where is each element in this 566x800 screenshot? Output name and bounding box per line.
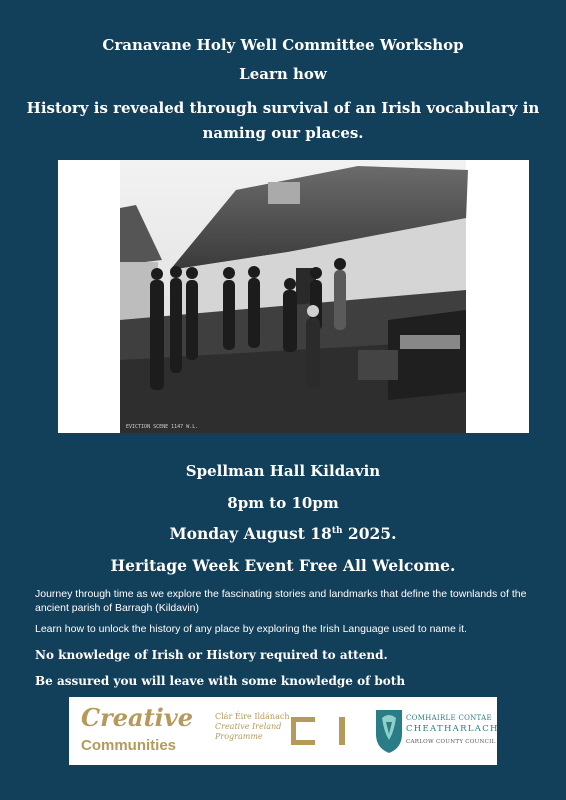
event-date-suffix: th <box>331 526 343 536</box>
ci-line1: Clár Éire Ildánach <box>215 712 290 721</box>
ccc-line2: CHEATHARLACH <box>406 724 499 734</box>
ccc-line3: CARLOW COUNTY COUNCIL <box>406 739 496 745</box>
creative-communities-logo-creative: Creative <box>81 703 193 732</box>
ccc-line1: COMHAIRLE CONTAE <box>406 714 492 722</box>
heritage-week-line: Heritage Week Event Free All Welcome. <box>110 556 456 575</box>
creative-ireland-text <box>215 712 295 742</box>
event-date <box>0 524 566 543</box>
event-time: 8pm to 10pm <box>227 494 339 512</box>
learn-paragraph: Learn how to unlock the history of any place by exploring the Irish Language used to name it. <box>35 623 467 635</box>
ci-line2: Creative Ireland <box>215 722 282 731</box>
workshop-title: Cranavane Holy Well Committee Workshop <box>102 36 464 54</box>
event-venue: Spellman Hall Kildavin <box>185 462 381 480</box>
assured-note: Be assured you will leave with some knowledge of both <box>35 674 406 688</box>
learn-how-heading: Learn how <box>239 65 327 83</box>
no-knowledge-note: No knowledge of Irish or History required to attend. <box>35 648 388 662</box>
intro-paragraph: Journey through time as we explore the fascinating stories and landmarks that define the townlands of the ancient parish of Barragh (Kildavin) <box>35 588 527 614</box>
event-date-main: Monday August 18 <box>169 524 332 543</box>
subtitle-heading: History is revealed through survival of an Irish vocabulary in naming our places. <box>26 99 540 142</box>
creative-ireland-ci-icon <box>289 715 351 747</box>
photo-caption: EVICTION SCENE 1147 W.L. <box>126 424 199 430</box>
event-date-year: 2025. <box>342 524 397 543</box>
sponsor-logo-bar <box>69 697 497 765</box>
creative-communities-logo-communities: Communities <box>81 737 177 754</box>
carlow-council-text <box>406 714 501 745</box>
eviction-photo <box>58 160 529 433</box>
carlow-crest-icon <box>374 706 404 754</box>
ci-line3: Programme <box>215 732 263 741</box>
